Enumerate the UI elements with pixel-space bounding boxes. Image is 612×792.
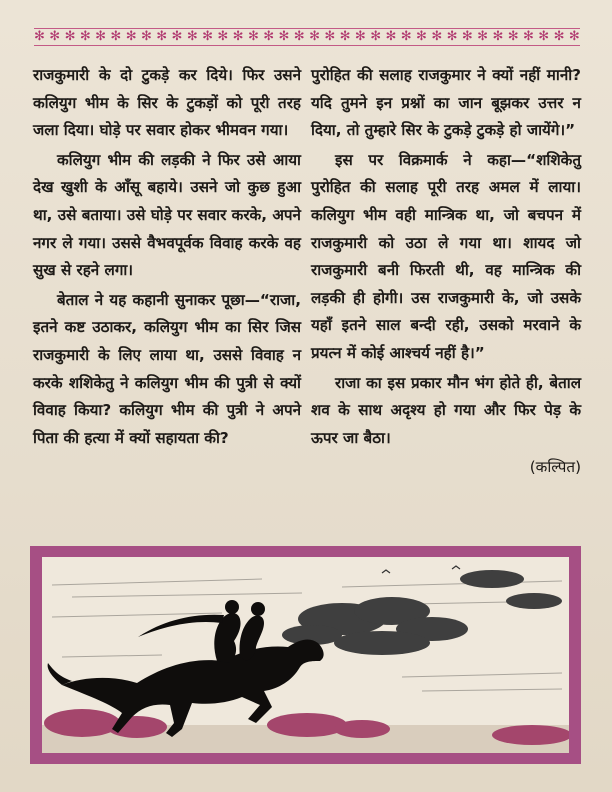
paragraph: राजकुमारी के दो टुकड़े कर दिये। फिर उसने कलियुग भीम के सिर के टुकड़ों को पूरी तरह जला दिया। घोड़े पर सवार होकर भीमवन गया।: [33, 66, 301, 140]
horse-riders-silhouette-icon: [42, 557, 569, 753]
paragraph: इस पर विक्रमार्क ने कहा—“शशिकेतु पुरोहित की सलाह पूरी तरह अमल में लाया। कलियुग भीम वही मान्त्रिक था, जो बचपन में राजकुमारी को उठा ले गया था। शायद जो राजकुमारी बनी फिरती थी, वह मान्त्रिक की लड़की ही होगी। उस राजकुमारी के, जो उसके यहाँ इतने साल बन्दी रही, उसको मरवाने के प्रयत्न में कोई आश्चर्य नहीं है।”: [311, 150, 581, 362]
paragraph: कलियुग भीम की लड़की ने फिर उसे आया देख खुशी के आँसू बहाये। उसने जो कुछ हुआ था, उसे बताया। उसे घोड़े पर सवार करके, अपने नगर ले गया। उससे वैभवपूर्वक विवाह करके वह सुख से रहने लगा।: [33, 150, 301, 280]
paragraph: बेताल ने यह कहानी सुनाकर पूछा—“राजा, इतने कष्ट उठाकर, कलियुग भीम का सिर जिस राजकुमारी के लिए लाया था, उससे विवाह न करके शशिकेतु ने कलियुग भीम की पुत्री से क्यों विवाह किया? कलियुग भीम की पुत्री ने अपने पिता की हत्या में क्यों सहायता की?: [33, 290, 301, 447]
paragraph: पुरोहित की सलाह राजकुमार ने क्यों नहीं मानी? यदि तुमने इन प्रश्नों का जान बूझकर उत्तर न दिया, तो तुम्हारे सिर के टुकड़े टुकड़े हो जायेंगे।”: [311, 66, 581, 140]
story-illustration: [30, 546, 581, 764]
left-text-column: [33, 62, 301, 454]
right-text-column: [311, 62, 581, 484]
signoff: (कल्पित): [529, 458, 581, 477]
ornamental-border: ✻ ✻ ✻ ✻ ✻ ✻ ✻ ✻ ✻ ✻ ✻ ✻ ✻ ✻ ✻ ✻ ✻ ✻ ✻ ✻ ✻ ✻ ✻ ✻ ✻ ✻ ✻ ✻ ✻ ✻ ✻ ✻ ✻ ✻ ✻ ✻: [34, 29, 580, 44]
paragraph: राजा का इस प्रकार मौन भंग होते ही, बेताल शव के साथ अदृश्य हो गया और फिर पेड़ के ऊपर जा बैठा।: [311, 373, 581, 447]
